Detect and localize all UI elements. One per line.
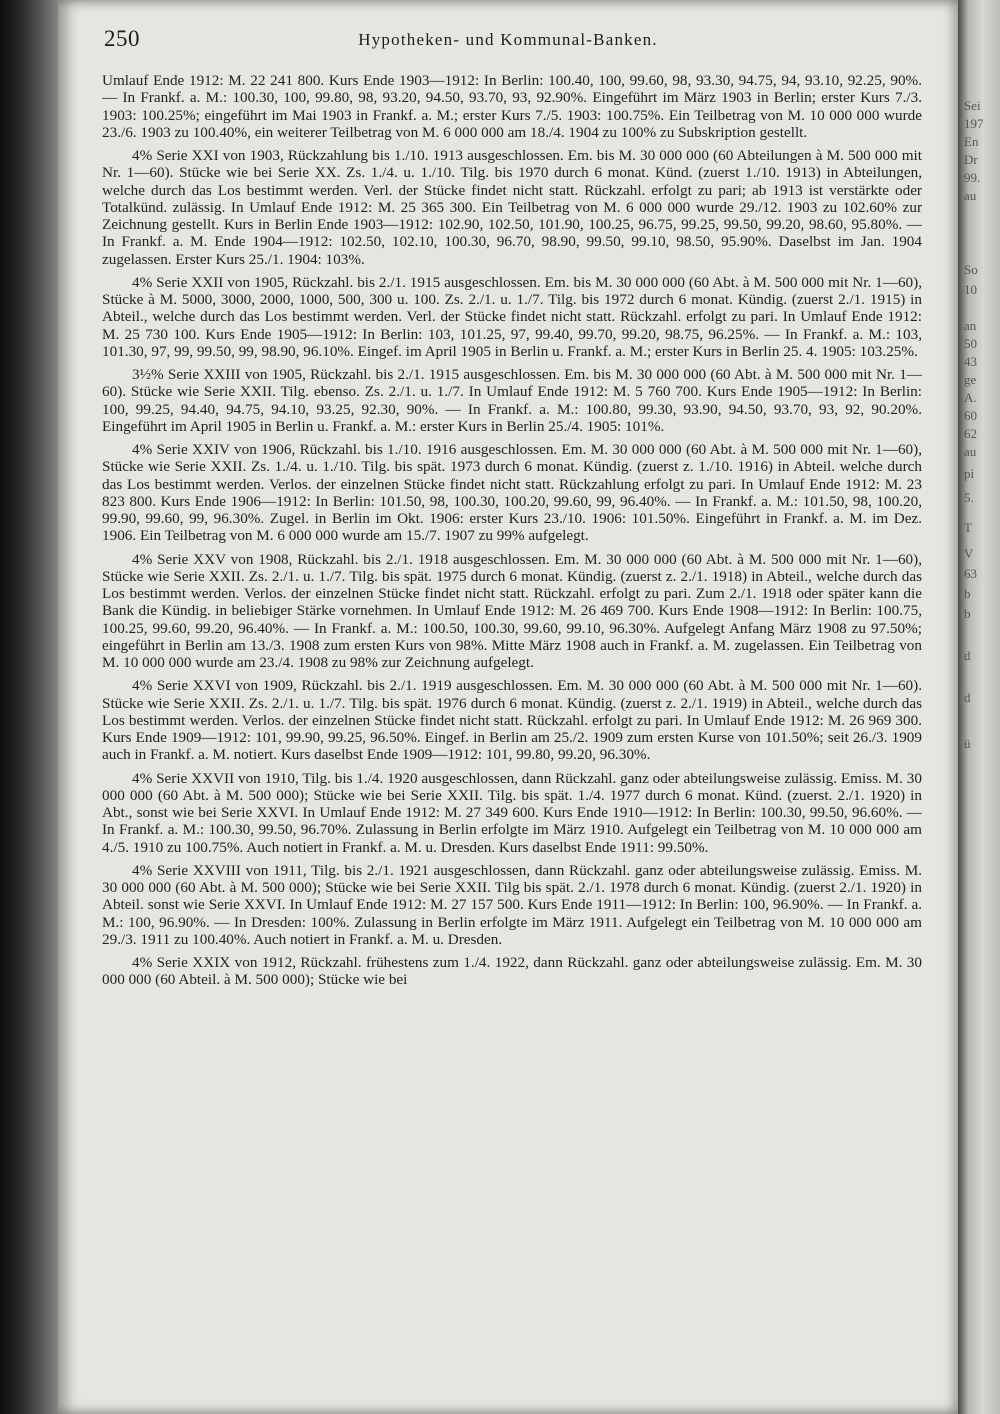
adjacent-fragment: So — [964, 262, 978, 277]
adjacent-fragment: 10 — [964, 282, 977, 297]
adjacent-fragment: an — [964, 318, 977, 333]
adjacent-fragment: d — [964, 648, 971, 663]
paragraph-serie-xxix: 4% Serie XXIX von 1912, Rückzahl. frühestens zum 1./4. 1922, dann Rückzahl. ganz oder abteilungsweise zulässig. Em. M. 30 000 000 (60 Abteil. à M. 500 000); Stücke wie bei — [102, 954, 922, 989]
adjacent-fragment: 43 — [964, 354, 977, 369]
adjacent-fragment: ge — [964, 372, 977, 387]
adjacent-page-edge — [958, 0, 1000, 1414]
adjacent-fragment: 99. — [964, 170, 981, 185]
adjacent-fragment: au — [964, 444, 977, 459]
paragraph-continuation: Umlauf Ende 1912: M. 22 241 800. Kurs Ende 1903—1912: In Berlin: 100.40, 100, 99.60, 98, 93.30, 94.75, 94, 93.10, 92.25, 90%. — In Frankf. a. M.: 100.30, 100, 99.80, 98, 93.20, 94.50, 93.70, 93, 92.90%. Eingeführt im März 1903 in Berlin; erster Kurs 7./3. 1903: 100.25%; eingeführt im Mai 1903 in Frankf. a. M.; erster Kurs 7./5. 1903: 100.75%. Ein Teilbetrag von M. 10 000 000 wurde 23./6. 1903 zu 100.40%, ein weiterer Teilbetrag von M. 6 000 000 am 18./4. 1904 zu 100% zu Subskription gestellt. — [102, 72, 922, 141]
adjacent-fragment: pi — [964, 466, 975, 481]
adjacent-fragment: 197 — [964, 116, 984, 131]
adjacent-fragment: 63 — [964, 566, 977, 581]
body-text — [102, 72, 922, 995]
adjacent-fragment: b — [964, 586, 971, 601]
paragraph-serie-xxviii: 4% Serie XXVIII von 1911, Tilg. bis 2./1. 1921 ausgeschlossen, dann Rückzahl. ganz oder abteilungsweise zulässig. Emiss. M. 30 000 000 (60 Abt. à M. 500 000); Stücke wie bei Serie XXII. Tilg bis spät. 2./1. 1978 durch 6 monat. Kündig. (zuerst 2./1. 1920) in Abteil. sonst wie Serie XXVI. In Umlauf Ende 1912: M. 27 157 500. Kurs Ende 1911—1912: In Berlin: 100, 96.90%. — In Frankf. a. M.: 100, 96.90%. — In Dresden: 100%. Zulassung in Berlin erfolgte im März 1911. Aufgelegt ein Teilbetrag von M. 10 000 000 am 29./3. 1911 zu 100.40%. Auch notiert in Frankf. a. M. u. Dresden. — [102, 861, 922, 948]
adjacent-fragment: V — [964, 546, 974, 561]
running-head: Hypotheken- und Kommunal-Banken. — [358, 30, 658, 49]
adjacent-fragment: Dr — [964, 152, 978, 167]
paragraph-serie-xxii: 4% Serie XXII von 1905, Rückzahl. bis 2./1. 1915 ausgeschlossen. Em. bis M. 30 000 000 (60 Abt. à M. 500 000 mit Nr. 1—60), Stücke à M. 5000, 3000, 2000, 1000, 500, 300 u. 100. Zs. 2./1. u. 1./7. Tilg. bis 1972 durch 6 monat. Kündig. (zuerst 2./1. 1915) in Abteil., welche durch das Los bestimmt werden. Verl. der Stücke findet nicht statt. Rückzahl. erfolgt zu pari. In Umlauf Ende 1912: M. 25 730 100. Kurs Ende 1905—1912: In Berlin: 103, 101.25, 97, 99.40, 99.70, 99.20, 98.75, 96.25%. — In Frankf. a. M.: 103, 101.30, 97, 99, 99.50, 99, 98.90, 96.10%. Eingef. im April 1905 in Berlin u. Frankf. a. M.; erster Kurs in Berlin 25. 4. 1905: 103.25%. — [102, 273, 922, 360]
adjacent-fragment: ü — [964, 736, 971, 751]
paragraph-serie-xxvi: 4% Serie XXVI von 1909, Rückzahl. bis 2./1. 1919 ausgeschlossen. Em. M. 30 000 000 (60 Abt. à M. 500 000 mit Nr. 1—60). Stücke wie Serie XXII. Zs. 2./1. u. 1./7. Tilg. bis spät. 1976 durch 6 monat. Kündig. (zuerst z. 2./1. 1919) in Abteil., welche durch das Los bestimmt werden. Verlos. der einzelnen Stücke findet nicht statt. Rückzahl. erfolgt zu pari. In Umlauf Ende 1912: M. 26 969 300. Kurs Ende 1909—1912: 101, 99.90, 99.25, 96.50%. Eingef. in Berlin am 25./2. 1909 zum ersten Kurse von 101.50%; seit 26./3. 1909 auch in Frankf. a. M. notiert. Kurs daselbst Ende 1909—1912: 101, 99.80, 99.20, 96.30%. — [102, 677, 922, 764]
adjacent-fragment: A. — [964, 390, 977, 405]
adjacent-fragment: En — [964, 134, 979, 149]
paragraph-serie-xxiii: 3½% Serie XXIII von 1905, Rückzahl. bis 2./1. 1915 ausgeschlossen. Em. bis M. 30 000 000 (60 Abt. à M. 500 000 mit Nr. 1—60). Stücke wie Serie XXII. Tilg. ebenso. Zs. 2./1. u. 1./7. In Umlauf Ende 1912: M. 5 760 700. Kurs Ende 1905—1912: In Berlin: 100, 99.25, 94.40, 94.75, 94.10, 93.25, 92.30, 90%. — In Frankf. a. M.: 100.80, 99.30, 93.90, 94.50, 93.70, 93, 92, 90.20%. Eingeführt im April 1905 in Berlin u. Frankf. a. M.: erster Kurs in Berlin 25./4. 1905: 101%. — [102, 366, 922, 435]
adjacent-fragment: T — [964, 520, 972, 535]
paragraph-serie-xxv: 4% Serie XXV von 1908, Rückzahl. bis 2./1. 1918 ausgeschlossen. Em. M. 30 000 000 (60 Abt. à M. 500 000 mit Nr. 1—60), Stücke wie Serie XXII. Zs. 2./1. u. 1./7. Tilg. bis spät. 1975 durch 6 monat. Kündig. (zuerst z. 2./1. 1918) in Abteil., welche durch das Los bestimmt werden. Verlos. der einzelnen Stücke findet nicht statt. Rückzahl. erfolgt zu pari. Zum 2./1. 1918 oder später kann die Bank die Kündig. in beliebiger Stärke vornehmen. In Umlauf Ende 1912: M. 26 469 700. Kurs Ende 1908—1912: In Berlin: 100.75, 100.25, 99.60, 99.20, 96.40%. — In Frankf. a. M.: 100.50, 100.30, 99.60, 99.10, 96.30%. Aufgelegt Anfang März 1908 zu 97.50%; eingeführt in Berlin am 13./3. 1908 zum ersten Kurs von 98%. Mitte März 1908 auch in Frankf. a. M. zugelassen. Ein Teilbetrag von M. 10 000 000 wurde am 23./4. 1908 zu 98% zur Zeichnung aufgelegt. — [102, 550, 922, 671]
adjacent-fragment: 5. — [964, 490, 974, 505]
adjacent-fragment: 60 — [964, 408, 977, 423]
adjacent-fragment: 62 — [964, 426, 977, 441]
adjacent-fragment: b — [964, 606, 971, 621]
paragraph-serie-xxiv: 4% Serie XXIV von 1906, Rückzahl. bis 1./10. 1916 ausgeschlossen. Em. M. 30 000 000 (60 Abt. à M. 500 000 mit Nr. 1—60), Stücke wie Serie XXII. Zs. 1./4. u. 1./10. Tilg. bis spät. 1973 durch 6 monat. Kündig. (zuerst z. 1./10. 1916) in Abteil. welche durch das Los bestimmt werden. Verlos. der einzelnen Stücke findet nicht statt. Rückzahlung erfolgt zu pari. In Umlauf Ende 1912: M. 23 823 800. Kurs Ende 1906—1912: In Berlin: 101.50, 98, 100.30, 100.20, 99.60, 99, 96.40%. — In Frankf. a. M.: 101.50, 98, 100.20, 99.90, 99.60, 99, 96.30%. Zugel. in Berlin im Okt. 1906: erster Kurs 23./10. 1906: 101.50%. Eingeführt in Frankf. a. M. im Dez. 1906. Ein Teilbetrag von M. 6 000 000 wurde am 15./7. 1907 zu 99% aufgelegt. — [102, 441, 922, 545]
adjacent-fragment: Sei — [964, 98, 981, 113]
scan-binding-edge — [0, 0, 60, 1414]
book-page — [58, 0, 958, 1414]
paragraph-serie-xxvii: 4% Serie XXVII von 1910, Tilg. bis 1./4. 1920 ausgeschlossen, dann Rückzahl. ganz oder abteilungsweise zulässig. Emiss. M. 30 000 000 (60 Abt. à M. 500 000); Stücke wie bei Serie XXII. Tilg. bis spät. 1./4. 1977 durch 6 monat. Künd. (zuerst. 2./1. 1920) in Abt., sonst wie bei Serie XXVI. In Umlauf Ende 1912: M. 27 349 600. Kurs Ende 1910—1912: In Berlin: 100.30, 99.50, 96.60%. — In Frankf. a. M.: 100.30, 99.50, 96.70%. Zulassung in Berlin erfolgte im März 1910. Aufgelegt ein Teilbetrag von M. 10 000 000 am 4./5. 1910 zu 100.75%. Auch notiert in Frankf. a. M. u. Dresden. Kurs daselbst Ende 1911: 99.50%. — [102, 769, 922, 856]
paragraph-serie-xxi: 4% Serie XXI von 1903, Rückzahlung bis 1./10. 1913 ausgeschlossen. Em. bis M. 30 000 000 (60 Abteilungen à M. 500 000 mit Nr. 1—60). Stücke wie bei Serie XX. Zs. 1./4. u. 1./10. Tilg. bis 1970 durch 6 monat. Künd. (zuerst 1./10. 1913) in Abteilungen, welche durch das Los bestimmt werden. Verl. der Stücke findet nicht statt. Rückzahl. erfolgt zu pari; ab 1913 ist verstärkte oder Totalkünd. zulässig. In Umlauf Ende 1912: M. 25 365 300. Ein Teilbetrag von M. 6 000 000 wurde 29./12. 1903 zu 102.60% zur Zeichnung gestellt. Kurs in Berlin Ende 1903—1912: 102.90, 102.50, 101.90, 100.25, 96.75, 99.25, 99.50, 99.20, 98.60, 95.80%. — In Frankf. a. M. Ende 1904—1912: 102.50, 102.10, 100.30, 96.70, 98.90, 99.50, 99.10, 98.50, 95.90%. Daselbst im Jan. 1904 zugelassen. Erster Kurs 25./1. 1904: 103%. — [102, 147, 922, 268]
adjacent-fragment: 50 — [964, 336, 977, 351]
page-number: 250 — [104, 26, 140, 51]
adjacent-fragment: d — [964, 690, 971, 705]
adjacent-fragment: au — [964, 188, 977, 203]
